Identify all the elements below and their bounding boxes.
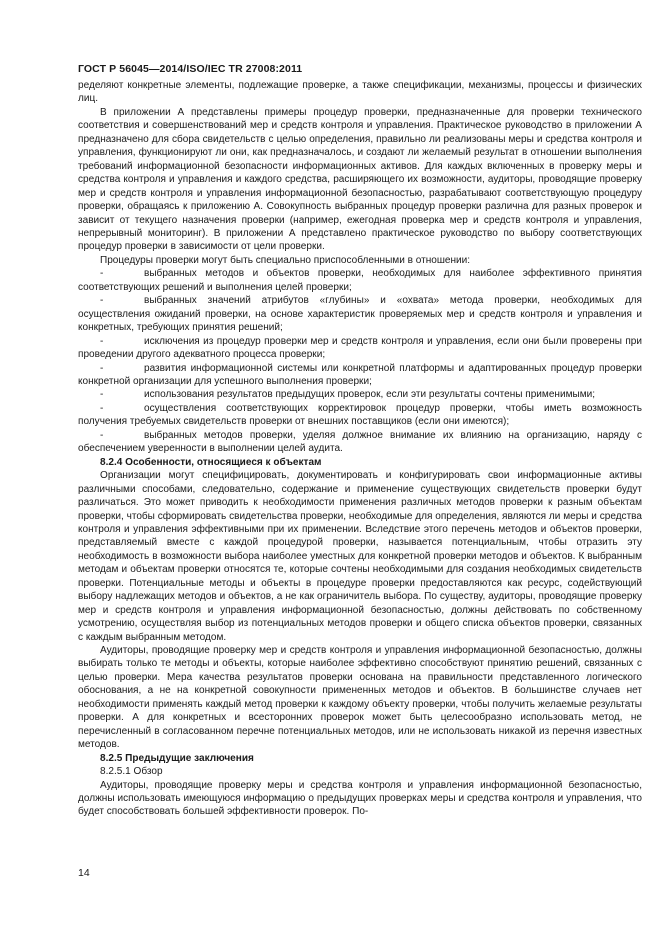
paragraph: Аудиторы, проводящие проверку мер и средств контроля и управления информационной безопасностью, должны выбирать только те методы и объекты, которые наиболее эффективно способствуют принятию решений, связанных с целью проверки. Мера качества результатов проверки основана на правильности представленного логического обоснования, а не на конкретной совокупности примененных методов и объектов. В большинстве случаев нет необходимости применять каждый метод проверки к каждому объекту проверки, чтобы получить желаемые результаты проверки. А для конкретных и всесторонних проверок может быть целесообразно использовать метод, не перечисленный в согласованном перечне потенциальных методов, или не использовать никакой из перечня известных методов.	[78, 645, 642, 751]
bullet-dash: -	[100, 402, 104, 414]
list-item	[78, 267, 642, 294]
paragraph: В приложении А представлены примеры процедур проверки, предназначенные для проверки технического соответствия и совершенствований мер и средств контроля и управления. Практическое руководство в приложении А предназначено для сбора свидетельств с целью определения, правильно ли реализованы меры и средства контроля и управления, функционируют ли они, как предназначалось, и создают ли желаемый результат в отношении выполнения требований информационной безопасности информационных активов. Для каждых включенных в проверку меры и средства контроля и управления и каждого средства, расширяющего их возможности, аудиторы, проводящие проверку мер и средств контроля и управления информационной безопасностью, разрабатывают соответствующую процедуру проверки, обращаясь к приложению А. Совокупность выбранных процедур проверки различна для разных проверок и зависит от текущего назначения проверки (например, ежегодная проверка мер и средств контроля и управления, непрерывный мониторинг). В приложении А представлено практическое руководство по выбору соответствующих процедур проверки в зависимости от цели проверки.	[78, 106, 642, 253]
bullet-dash: -	[100, 268, 104, 280]
bullet-dash: -	[100, 429, 104, 441]
paragraph: Процедуры проверки могут быть специально приспособленными в отношении:	[100, 254, 471, 266]
list-item	[78, 429, 642, 456]
page-header: ГОСТ Р 56045—2014/ISO/IEC TR 27008:2011	[78, 63, 303, 75]
page-number: 14	[78, 867, 90, 879]
list-item	[78, 388, 642, 401]
paragraph: Организации могут специфицировать, документировать и конфигурировать свои информационные активы различными способами, следовательно, содержание и применение существующих свидетельств проверки будут различаться. Это может приводить к необходимости применения различных методов проверки к разным объектам проверки, чтобы сформировать свидетельства проверки, необходимые для определения, являются ли меры и средства контроля и управления эффективными при их применении. Вследствие этого перечень методов и объектов проверки, представляемый вместе с каждой процедурой проверки, называется потенциальным, чтобы отразить эту необходимость в возможности выбора наиболее уместных для конкретной проверки методов и объектов. К выбранным методам и объектам проверки относятся те, которые сочтены необходимыми для создания необходимых свидетельств проверки. Потенциальные методы и объекты в процедуре проверки предоставляются как ресурс, содействующий выбору надлежащих методов и объектов, а не как ограничитель выбора. По существу, аудиторы, проводящие проверку мер и средств контроля и управления информационной безопасностью, должны действовать по собственному усмотрению, осуществляя выбор из потенциальных методов проверки и общего списка объектов проверки, связанных с каждым выбранным методом.	[78, 470, 642, 643]
bullet-dash: -	[100, 389, 104, 401]
paragraph: Аудиторы, проводящие проверку меры и средства контроля и управления информационной безопасностью, должны использовать имеющуюся информацию о предыдущих проверках меры и средства контроля и управления, что будет способствовать большей эффективности проверок. По-	[78, 779, 642, 818]
list-item-text: использования результатов предыдущих проверок, если эти результаты сочтены применимыми;	[144, 389, 596, 401]
list-item-text: осуществления соответствующих корректировок процедур проверки, чтобы иметь возможность получения требуемых свидетельств проверки от внешних поставщиков (если они имеются);	[78, 402, 642, 428]
page-body	[78, 79, 642, 819]
list-item	[78, 402, 642, 429]
section-heading: 8.2.5 Предыдущие заключения	[100, 752, 254, 764]
list-item-text: выбранных методов и объектов проверки, необходимых для наиболее эффективного принятия соответствующих решений и выполнения целей проверки;	[78, 268, 642, 293]
list-item-text: выбранных значений атрибутов «глубины» и «охвата» метода проверки, необходимых для осуществления ожиданий проверки, на основе характеристик проверяемых мер и средств контроля и управления и конкретных, требующих принятия решений;	[78, 295, 642, 334]
list-item	[78, 294, 642, 334]
paragraph: ределяют конкретные элементы, подлежащие проверке, а также спецификации, механизмы, процессы и физических лиц.	[78, 80, 642, 105]
bullet-dash: -	[100, 295, 104, 307]
list-item-text: исключения из процедур проверки мер и средств контроля и управления, если они были проверены при проведении другого адекватного процесса проверки;	[78, 335, 642, 361]
subsection-heading: 8.2.5.1 Обзор	[100, 766, 163, 778]
bullet-dash: -	[100, 335, 104, 347]
list-item-text: развития информационной системы или конкретной платформы и адаптированных процедур проверки конкретной организации для успешного выполнения проверки;	[78, 362, 642, 387]
bullet-dash: -	[100, 362, 104, 374]
list-item-text: выбранных методов проверки, уделяя должное внимание их влиянию на организацию, наряду с обеспечением уверенности в выполнении целей аудита.	[78, 429, 642, 455]
section-heading: 8.2.4 Особенности, относящиеся к объектам	[100, 456, 322, 468]
list-item	[78, 335, 642, 362]
list-item	[78, 362, 642, 389]
